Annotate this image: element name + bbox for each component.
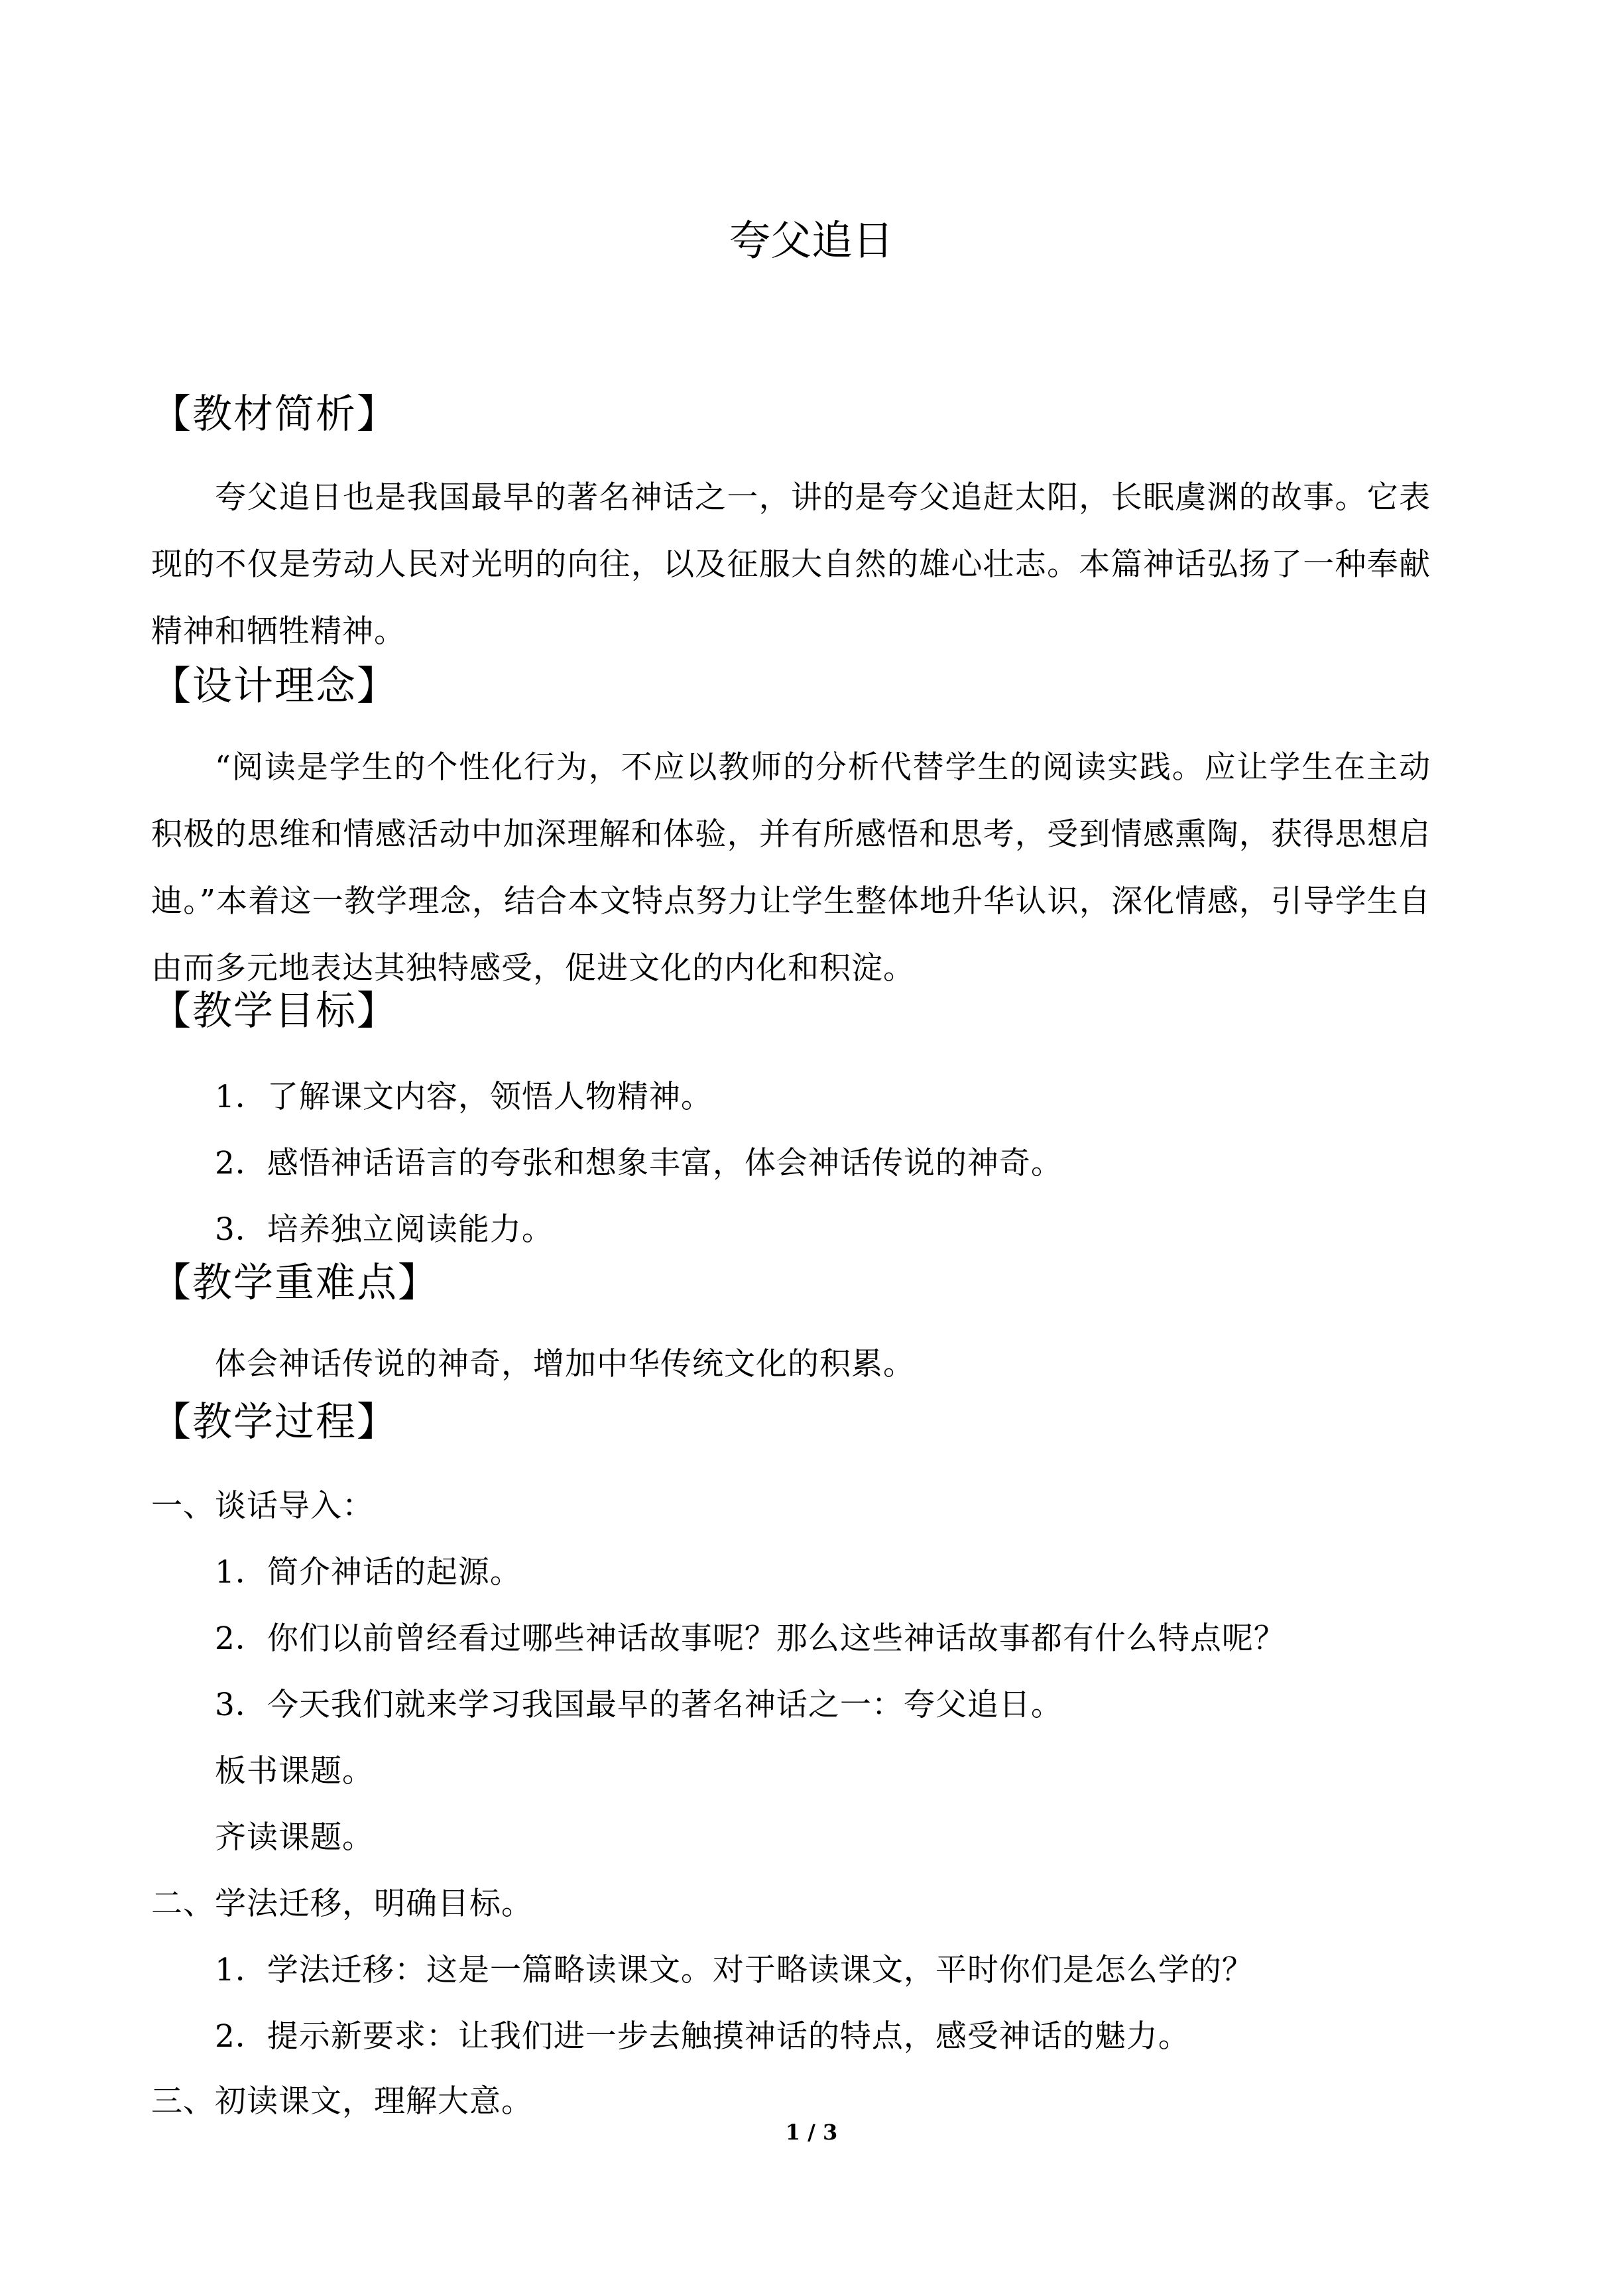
paragraph-concept: “阅读是学生的个性化行为，不应以教师的分析代替学生的阅读实践。应让学生在主动积极的思维和情感活动中加深理解和体验，并有所感悟和思考，受到情感熏陶，获得思想启迪。”本着这一教学理念，结合本文特点努力让学生整体地升华认识，深化情感，引导学生自由而多元地表达其独特感受，促进文化的内化和积淀。 [151,749,1431,987]
step-title: 二、学法迁移，明确目标。 [151,1886,533,1922]
step-item: 2．你们以前曾经看过哪些神话故事呢？那么这些神话故事都有什么特点呢？ [215,1620,1286,1657]
step-item: 板书课题。 [215,1753,374,1789]
heading-concept: 【设计理念】 [151,663,398,709]
step-title: 一、谈话导入： [151,1488,374,1524]
heading-key-points: 【教学重难点】 [151,1260,439,1306]
heading-analysis: 【教材简析】 [151,391,398,438]
step-item: 1．简介神话的起源。 [215,1554,522,1591]
paragraph-analysis: 夸父追日也是我国最早的著名神话之一，讲的是夸父追赶太阳，长眠虞渊的故事。它表现的不仅是劳动人民对光明的向往，以及征服大自然的雄心壮志。本篇神话弘扬了一种奉献精神和牺牲精神。 [151,479,1431,650]
step-title: 三、初读课文，理解大意。 [151,2083,533,2120]
step-item: 齐读课题。 [215,1819,374,1856]
document-title: 夸父追日 [729,216,894,265]
step-item: 1．学法迁移：这是一篇略读课文。对于略读课文，平时你们是怎么学的？ [215,1952,1254,1988]
heading-process: 【教学过程】 [151,1399,398,1445]
page-number: 1 / 3 [785,2120,838,2145]
goal-item: 3．培养独立阅读能力。 [215,1211,554,1248]
goal-item: 2．感悟神话语言的夸张和想象丰富，体会神话传说的神奇。 [215,1145,1063,1181]
heading-goals: 【教学目标】 [151,988,398,1034]
step-item: 2．提示新要求：让我们进一步去触摸神话的特点，感受神话的魅力。 [215,2018,1190,2055]
goal-item: 1．了解课文内容，领悟人物精神。 [215,1079,713,1115]
step-item: 3．今天我们就来学习我国最早的著名神话之一：夸父追日。 [215,1687,1063,1723]
key-points-text: 体会神话传说的神奇，增加中华传统文化的积累。 [215,1346,915,1382]
